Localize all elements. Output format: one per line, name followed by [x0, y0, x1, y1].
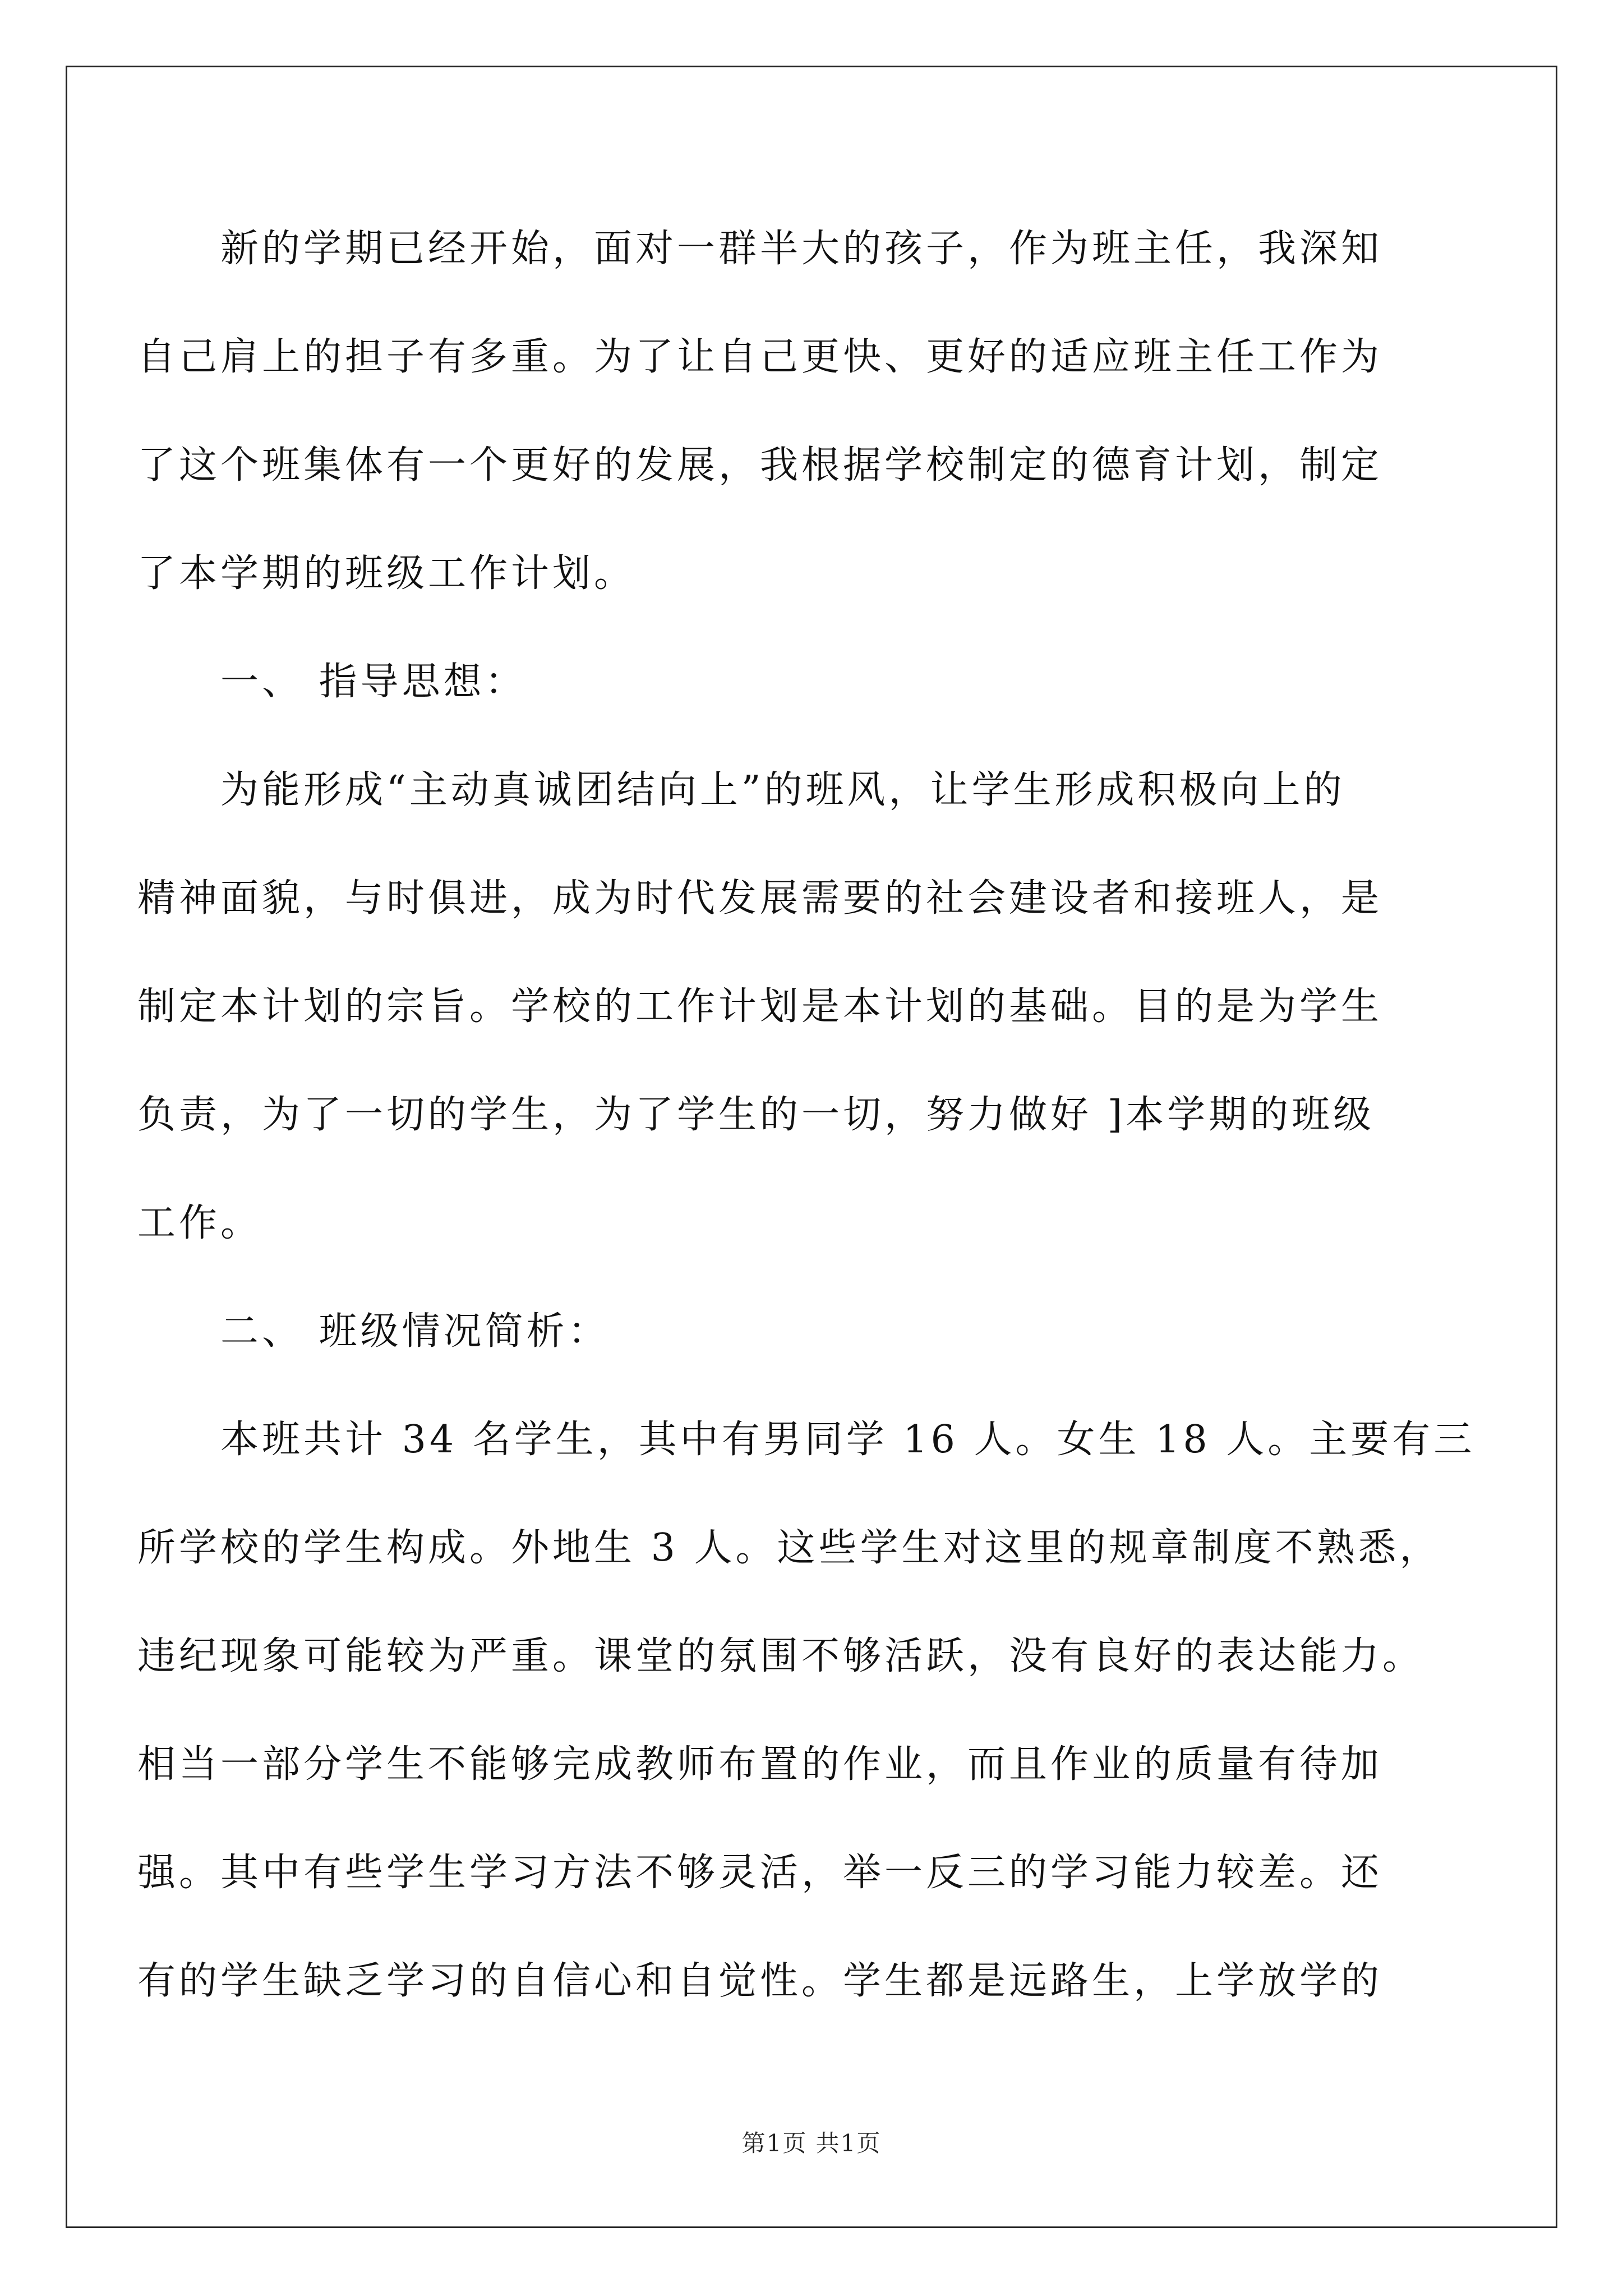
paragraph-1-line-2: 自己肩上的担子有多重。为了让自己更快、更好的适应班主任工作为	[137, 335, 1383, 379]
paragraph-1-line-4: 了本学期的班级工作计划。	[137, 551, 636, 596]
paragraph-3-line-3: 违纪现象可能较为严重。课堂的氛围不够活跃，没有良好的表达能力。	[137, 1634, 1424, 1678]
section-heading-guiding-ideology: 一、 指导思想：	[220, 660, 527, 704]
section-heading-class-analysis: 二、 班级情况简析：	[220, 1309, 610, 1354]
paragraph-3-line-6: 有的学生缺乏学习的自信心和自觉性。学生都是远路生，上学放学的	[137, 1959, 1383, 2003]
paragraph-1-line-3: 了这个班集体有一个更好的发展，我根据学校制定的德育计划，制定	[137, 443, 1383, 487]
paragraph-2-line-3: 制定本计划的宗旨。学校的工作计划是本计划的基础。目的是为学生	[137, 984, 1383, 1029]
paragraph-1-line-1: 新的学期已经开始，面对一群半大的孩子，作为班主任，我深知	[220, 227, 1383, 271]
paragraph-2-line-2: 精神面貌，与时俱进，成为时代发展需要的社会建设者和接班人，是	[137, 876, 1383, 921]
paragraph-2-line-1: 为能形成“主动真诚团结向上”的班风，让学生形成积极向上的	[220, 768, 1345, 812]
page-number-footer: 第1页 共1页	[741, 2129, 882, 2157]
paragraph-3-line-5: 强。其中有些学生学习方法不够灵活，举一反三的学习能力较差。还	[137, 1851, 1383, 1895]
paragraph-3-line-4: 相当一部分学生不能够完成教师布置的作业，而且作业的质量有待加	[137, 1742, 1383, 1787]
paragraph-2-line-5: 工作。	[137, 1201, 262, 1245]
paragraph-3-line-2: 所学校的学生构成。外地生 3 人。这些学生对这里的规章制度不熟悉，	[137, 1526, 1441, 1570]
paragraph-2-line-4: 负责，为了一切的学生，为了学生的一切，努力做好 ]本学期的班级	[137, 1093, 1375, 1137]
page-border	[66, 66, 1557, 2228]
paragraph-3-line-1: 本班共计 34 名学生，其中有男同学 16 人。女生 18 人。主要有三	[220, 1418, 1476, 1462]
